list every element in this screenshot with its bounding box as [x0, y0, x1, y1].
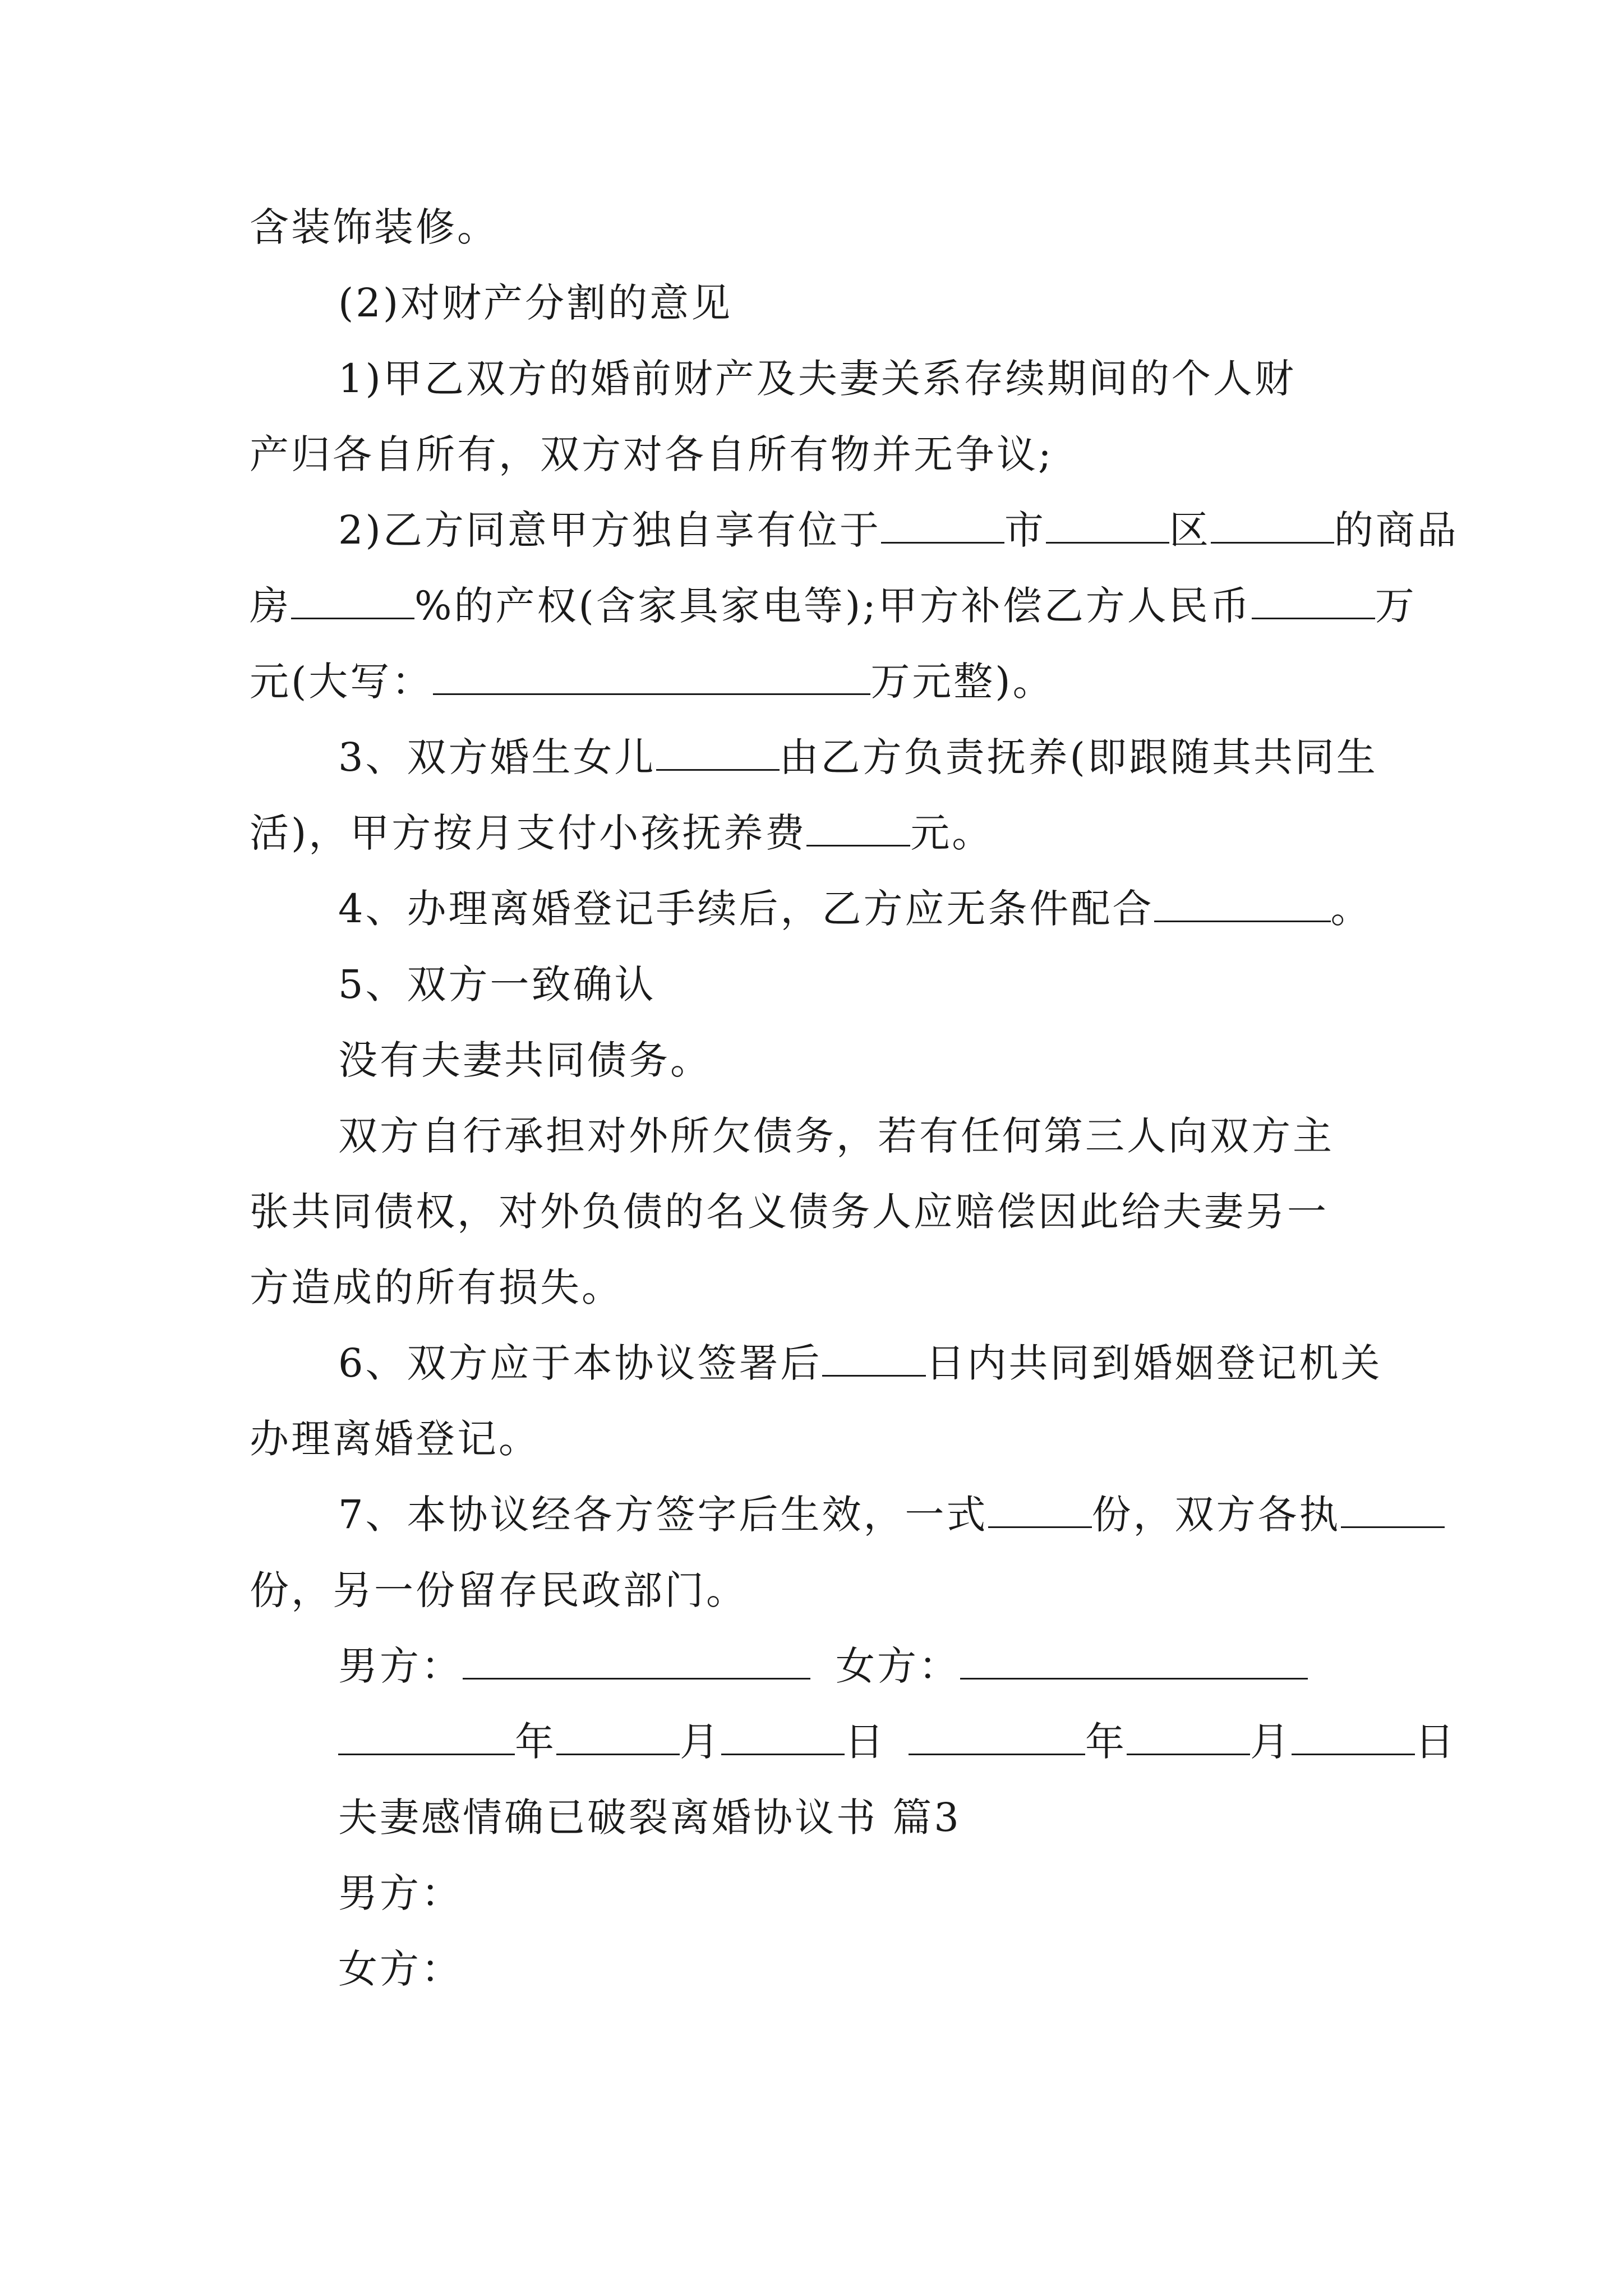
fill-blank-property[interactable]	[1211, 508, 1334, 544]
husband-signature-blank[interactable]	[463, 1644, 810, 1680]
fill-blank-city[interactable]	[881, 508, 1004, 544]
clause-line	[338, 729, 1378, 785]
wife-date-year-blank[interactable]	[909, 1720, 1085, 1755]
clause-line	[250, 654, 1054, 710]
fill-blank-copies[interactable]	[988, 1493, 1092, 1528]
clause-text: 万元整)。	[870, 659, 1054, 705]
clause-text: 办理离婚登记。	[250, 1416, 540, 1462]
clause-text: 区	[1169, 507, 1211, 553]
clause-text: 2)乙方同意甲方独自享有位于	[338, 507, 881, 553]
wife-signature-label: 女方：	[836, 1643, 960, 1689]
husband-date-month-blank[interactable]	[556, 1720, 680, 1755]
clause-text: 双方自行承担对外所欠债务，若有任何第三人向双方主	[338, 1113, 1334, 1159]
husband-label: 男方：	[338, 1870, 463, 1916]
clause-text: 份，另一份留存民政部门。	[250, 1567, 748, 1613]
clause-text: %的产权(含家具家电等);甲方补偿乙方人民币	[414, 583, 1252, 629]
clause-text: 产归各自所有，双方对各自所有物并无争议;	[250, 431, 1054, 477]
clause-text: 活)，甲方按月支付小孩抚养费	[250, 810, 807, 856]
subtitle-text: 夫妻感情确已破裂离婚协议书 篇3	[338, 1795, 961, 1841]
month-label: 月	[680, 1719, 721, 1765]
clause-line	[250, 1259, 623, 1315]
clause-line	[338, 956, 656, 1013]
clause-line	[250, 578, 1417, 634]
clause-text: 的商品	[1334, 507, 1459, 553]
clause-line	[338, 1032, 712, 1088]
clause-text: 方造成的所有损失。	[250, 1264, 623, 1310]
fill-blank-each-copies[interactable]	[1341, 1493, 1445, 1528]
fill-blank-support-fee[interactable]	[806, 811, 910, 846]
fill-blank-cooperate[interactable]	[1154, 887, 1331, 922]
clause-line	[338, 1108, 1334, 1164]
clause-text: 7、本协议经各方签字后生效，一式	[338, 1492, 988, 1538]
clause-text: 份，双方各执	[1091, 1492, 1341, 1538]
clause-line	[250, 426, 1054, 482]
clause-text: 没有夫妻共同债务。	[338, 1037, 712, 1083]
party-label	[338, 1865, 463, 1921]
fill-blank-amount[interactable]	[1252, 584, 1375, 619]
clause-text: 万	[1375, 583, 1417, 629]
party-label	[338, 1941, 463, 1997]
clause-text: 。	[1330, 886, 1372, 932]
clause-line	[250, 1562, 748, 1618]
wife-label: 女方：	[338, 1946, 463, 1992]
wife-signature-blank[interactable]	[960, 1644, 1308, 1680]
fill-blank-district[interactable]	[1046, 508, 1169, 544]
clause-text: 5、双方一致确认	[338, 961, 656, 1007]
text-line	[250, 199, 499, 255]
fill-blank-daughter-name[interactable]	[656, 735, 780, 771]
clause-text: 房	[250, 583, 291, 629]
clause-line	[338, 1335, 1382, 1391]
clause-text: 3、双方婚生女儿	[338, 734, 656, 780]
clause-text: 元。	[910, 810, 994, 856]
section-heading	[338, 275, 732, 331]
section-heading-text: (2)对财产分割的意见	[338, 280, 733, 326]
clause-text: 由乙方负责抚养(即跟随其共同生	[779, 734, 1378, 780]
clause-line	[250, 1184, 1329, 1240]
text-line-content: 含装饰装修。	[250, 204, 499, 250]
fill-blank-days[interactable]	[822, 1341, 926, 1377]
fill-blank-percent[interactable]	[291, 584, 414, 619]
clause-line	[338, 351, 1296, 407]
clause-text: 1)甲乙双方的婚前财产及夫妻关系存续期间的个人财	[338, 356, 1296, 402]
clause-text: 4、办理离婚登记手续后，乙方应无条件配合	[338, 886, 1154, 932]
clause-text: 市	[1004, 507, 1046, 553]
clause-line	[250, 1411, 540, 1467]
fill-blank-amount-words[interactable]	[433, 660, 870, 695]
month-label: 月	[1250, 1719, 1292, 1765]
husband-date-year-blank[interactable]	[338, 1720, 515, 1755]
day-label: 日	[845, 1719, 886, 1765]
clause-text: 日内共同到婚姻登记机关	[925, 1340, 1382, 1386]
document-subtitle	[338, 1789, 961, 1846]
clause-line	[338, 881, 1372, 937]
wife-date-month-blank[interactable]	[1127, 1720, 1250, 1755]
year-label: 年	[1085, 1719, 1127, 1765]
wife-date-day-blank[interactable]	[1292, 1720, 1415, 1755]
day-label: 日	[1415, 1719, 1456, 1765]
clause-text: 6、双方应于本协议签署后	[338, 1340, 822, 1386]
clause-text: 元(大写：	[250, 659, 434, 705]
date-line	[338, 1714, 1456, 1770]
clause-line	[338, 1487, 1445, 1543]
signature-line	[338, 1638, 1308, 1694]
clause-line	[250, 805, 993, 861]
husband-signature-label: 男方：	[338, 1643, 463, 1689]
clause-text: 张共同债权，对外负债的名义债务人应赔偿因此给夫妻另一	[250, 1189, 1329, 1235]
clause-line	[338, 502, 1459, 558]
husband-date-day-blank[interactable]	[721, 1720, 845, 1755]
year-label: 年	[515, 1719, 556, 1765]
